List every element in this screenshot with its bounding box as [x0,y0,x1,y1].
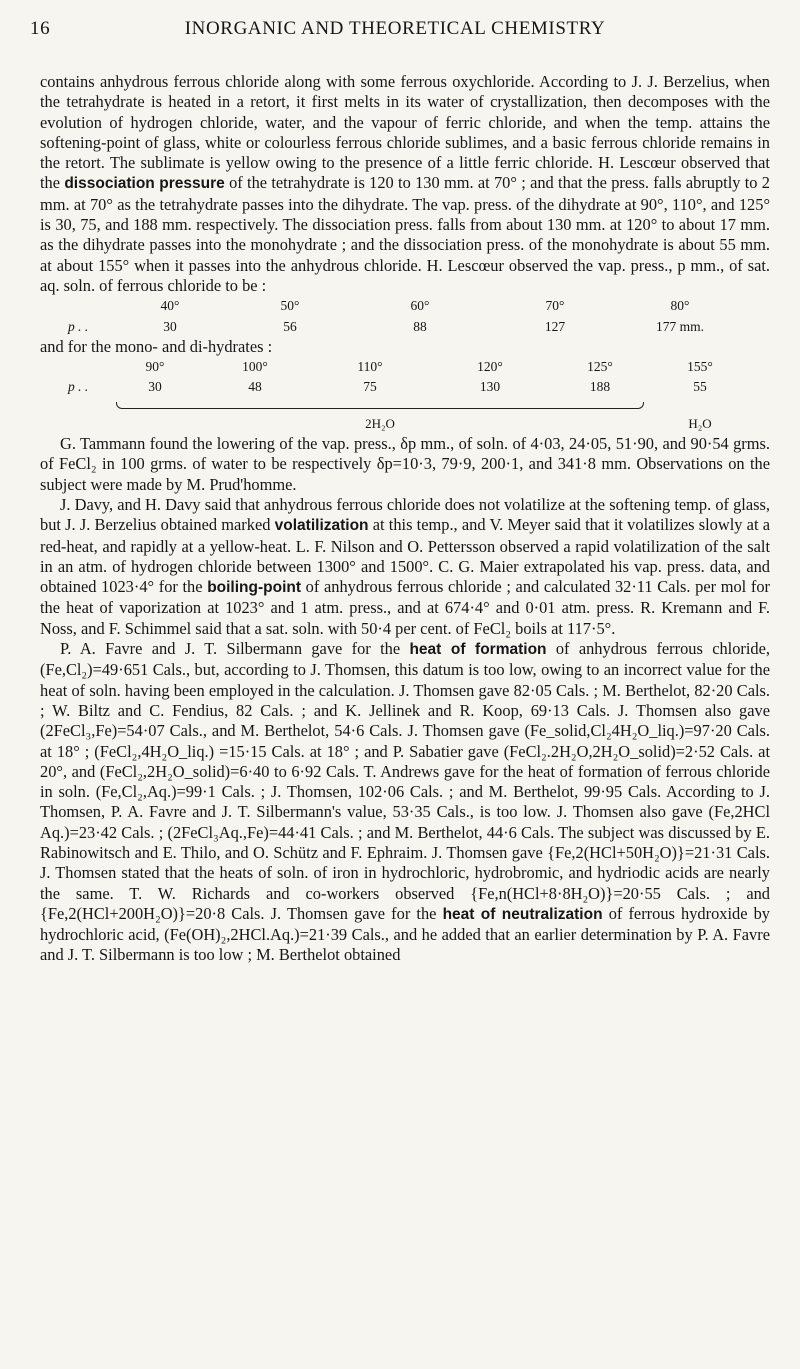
running-header [30,18,760,40]
paragraph-volatilization [40,495,770,639]
table-cell: 50° [280,298,300,314]
paragraph-dissociation [40,72,770,296]
body-text [40,72,770,966]
table-cell: 177 mm. [655,318,704,334]
text-run: of anhydrous ferrous chloride ; and calculated 32·11 Cals. per mol for the heat of vaporization at 1023° and 1 atm. press., and at 674·4° and 0·01 atm. press. R. Kremann and F. Noss, and F. Schimmel said that a sat. soln. with 50·4 per cent. of FeCl₂ boils at 117·5°. [40,577,770,638]
dihydrate-label: 2H₂O [365,415,395,431]
row-label: p . . [68,379,89,395]
temperature-row [40,357,750,377]
table-cell: 90° [145,359,165,375]
brace-row [40,398,750,414]
table-cell: 60° [410,298,430,314]
text-run: P. A. Favre and J. T. Silbermann gave for the [60,639,401,659]
keyword-heat-of-neutralization: heat of neutralization [442,905,603,923]
hydrate-pressure-table [40,357,750,434]
hydrate-label-row [40,414,750,434]
table-cell: 70° [545,298,565,314]
text-run: of ferrous hydroxide by hydrochloric acid, (Fe(OH)₂,2HCl.Aq.)=21·39 Cals., and he added that an earlier determination by P. A. Favre and J. T. Silbermann is too low ; M. Berthelot obtained [40,903,771,965]
keyword-dissociation-pressure: dissociation pressure [64,175,225,193]
paragraph-heat-of-formation [40,639,770,966]
table-cell: 100° [242,359,268,375]
keyword-heat-of-formation: heat of formation [409,641,547,659]
table2-intro: and for the mono- and di-hydrates : [40,336,273,356]
text-run: at this temp., and V. Meyer said that it volatilizes slowly at a red-heat, and rapidly at a yellow-heat. L. F. Nilson and O. Pettersson observed a rapid volatilization of the salt in an atm. of hydrogen chloride between 1300° and 1500°. C. G. Maier extrapolated his vap. press. data, and obtained 1023·4° for the [40,515,770,597]
keyword-boiling-point: boiling-point [207,579,302,597]
row-label: p . . [68,318,89,334]
grouping-brace [116,402,644,409]
paragraph-tammann: G. Tammann found the lowering of the vap. press., δp mm., of soln. of 4·03, 24·05, 51·90, and 90·54 grms. of FeCl₂ in 100 grms. of water to be respectively δp=10·3, 79·9, 200·1, and 341·8 mm. Observations on the subject were made by M. Prud'homme. [40,434,770,494]
table-cell: 155° [687,359,713,375]
table-cell: 40° [160,298,180,314]
page-number: 16 [30,18,51,39]
table-cell: 88 [413,318,427,334]
text-run: of anhydrous ferrous chloride, (Fe,Cl₂)=49·651 Cals., but, according to J. Thomsen, this datum is too low, owing to an incorrect value for the heat of soln. having been employed in the calculation. J. Thomsen gave 82·05 Cals. ; M. Berthelot, 82·20 Cals. ; W. Biltz and C. Fendius, 82 Cals. ; and K. Jellinek and R. Koop, 69·13 Cals. J. Thomsen also gave (2FeCl₃,Fe)=54·07 Cals., and M. Berthelot, 54·6 Cals. J. Thomsen gave (Fe_solid,Cl₂4H₂O_liq.)=97·20 Cals. at 18° ; (FeCl₂,4H₂O_liq.) =15·15 Cals. at 18° ; and P. Sabatier gave (FeCl₂.2H₂O,2H₂O_solid)=2·52 Cals. at 20°, and (FeCl₂,2H₂O_solid)=6·40 to 6·92 Cals. T. Andrews gave for the heat of formation of ferrous chloride in soln. (Fe,Cl₂,Aq.)=99·1 Cals. ; J. Thomsen, 102·06 Cals. ; and M. Berthelot, 99·95 Cals. According to J. Thomsen, P. A. Favre and J. T. Silbermann's value, 53·35 Cals., is too low. J. Thomsen also gave (Fe,2HCl Aq.)=23·42 Cals. ; (2FeCl₃Aq.,Fe)=44·41 Cals. ; and M. Berthelot, 44·6 Cals. The subject was discussed by E. Rabinowitsch and E. Thilo, and O. Schütz and F. Ephraim. J. Thomsen gave {Fe,2(HCl+50H₂O)}=21·31 Cals. J. Thomsen stated that the heats of soln. of iron in hydrochloric, hydrobromic, and hydriodic acids are nearly the same. T. W. Richards and co-workers observed {Fe,n(HCl+8·8H₂O)}=20·55 Cals. ; and {Fe,2(HCl+200H₂O)}=20·8 Cals. J. Thomsen gave for the [40,639,770,923]
text-run: of the tetrahydrate is 120 to 130 mm. at 70° ; and that the press. falls abruptly to 2 mm. at 70° as the tetrahydrate passes into the dihydrate. The vap. press. of the dihydrate at 90°, 110°, and 125° is 30, 75, and 188 mm. respectively. The dissociation press. falls from about 130 mm. at 120° to about 17 mm. as the dihydrate passes into the monohydrate ; and the dissociation press. of the monohydrate is about 55 mm. at about 155° when it passes into the anhydrous chloride. H. Lescœur observed the vap. press., p mm., of sat. aq. soln. of ferrous chloride to be : [40,173,770,295]
table-cell: 120° [477,359,503,375]
running-title: INORGANIC AND THEORETICAL CHEMISTRY [184,18,606,39]
table-cell: 56 [283,318,297,334]
table-cell: 55 [693,379,707,395]
table-cell: 30 [163,318,177,334]
text-run: contains anhydrous ferrous chloride along with some ferrous oxychloride. According to J. J. Berzelius, when the tetrahydrate is heated in a retort, it first melts in its water of crystallization, then decomposes with the evolution of hydrogen chloride, water, and the vapour of ferric chloride, and when the temp. attains the softening-point of glass, white or colourless ferrous chloride sublimes, and a basic ferrous chloride remains in the retort. The sublimate is yellow owing to the presence of a little ferric chloride. H. Lescœur observed that the [40,72,770,193]
pressure-row [40,377,750,397]
table-cell: 80° [670,298,690,314]
table-cell: 130 [479,379,501,395]
keyword-volatilization: volatilization [274,517,369,535]
table-cell: 30 [148,379,162,395]
table-cell: 75 [363,379,377,395]
table-cell: 110° [357,359,383,375]
table-cell: 127 [544,318,566,334]
vapour-pressure-table [40,296,730,337]
table-cell: 125° [587,359,613,375]
table-cell: 188 [589,379,611,395]
monohydrate-label: H₂O [688,415,712,431]
text-run: J. Davy, and H. Davy said that anhydrous ferrous chloride does not volatilize at the softening temp. of glass, but J. J. Berzelius obtained marked [40,494,770,535]
temperature-row [40,296,730,316]
table-cell: 48 [248,379,262,395]
pressure-row [40,317,730,337]
